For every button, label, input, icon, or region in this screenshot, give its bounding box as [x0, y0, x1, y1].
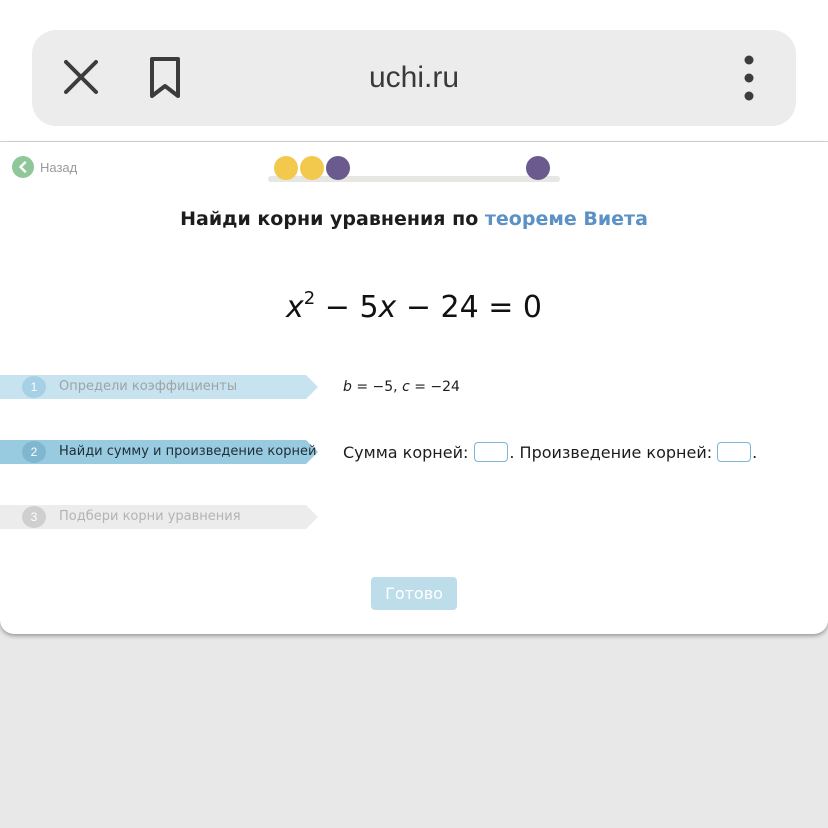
product-input[interactable]: [717, 442, 751, 462]
sum-input[interactable]: [474, 442, 508, 462]
coefficients-answer: [343, 375, 460, 399]
sum-label: Сумма корней:: [343, 442, 469, 462]
c-variable: c: [402, 379, 410, 395]
product-label: . Произведение корней:: [509, 442, 713, 462]
back-link[interactable]: [12, 155, 77, 179]
equation-variable: x: [286, 290, 304, 325]
url-text: uchi.ru: [368, 61, 460, 94]
task-card: [0, 142, 828, 634]
equation-exponent: 2: [303, 288, 316, 309]
step-1[interactable]: [0, 375, 318, 399]
step-3[interactable]: [0, 505, 318, 529]
step-3-label: Подбери корни уравнения: [59, 509, 241, 524]
equation-rest: − 24 = 0: [396, 290, 542, 325]
answer-end: .: [752, 442, 758, 462]
b-variable: b: [343, 379, 352, 395]
equation: [0, 290, 828, 325]
equation-variable: x: [378, 290, 397, 325]
back-chevron-circle: [12, 156, 34, 178]
progress-dot-completed: [274, 156, 298, 180]
back-label: Назад: [40, 159, 78, 175]
vieta-theorem-link[interactable]: теореме Виета: [484, 208, 648, 230]
more-menu-button[interactable]: [732, 54, 766, 102]
sum-product-answer: [343, 440, 757, 464]
step-2-number: 2: [22, 441, 46, 463]
chevron-left-icon: [17, 161, 29, 173]
task-title: [0, 208, 828, 230]
c-value: = −24: [409, 379, 460, 395]
close-icon: [60, 56, 102, 98]
progress-dot-final: [526, 156, 550, 180]
close-button[interactable]: [60, 56, 102, 98]
step-3-number: 3: [22, 506, 46, 528]
progress-dot-completed: [300, 156, 324, 180]
equation-term: − 5: [315, 290, 379, 325]
browser-toolbar: [0, 0, 828, 142]
bookmark-icon: [146, 56, 184, 100]
progress-dot-current: [326, 156, 350, 180]
b-value: = −5,: [351, 379, 403, 395]
bookmark-button[interactable]: [146, 56, 184, 100]
done-button[interactable]: Готово: [371, 577, 457, 610]
task-title-text: Найди корни уравнения по: [180, 208, 485, 230]
step-1-number: 1: [22, 376, 46, 398]
step-2[interactable]: [0, 440, 318, 464]
step-2-label: Найди сумму и произведение корней: [59, 444, 317, 459]
step-1-label: Определи коэффициенты: [59, 379, 238, 394]
more-vertical-icon: [732, 54, 766, 102]
